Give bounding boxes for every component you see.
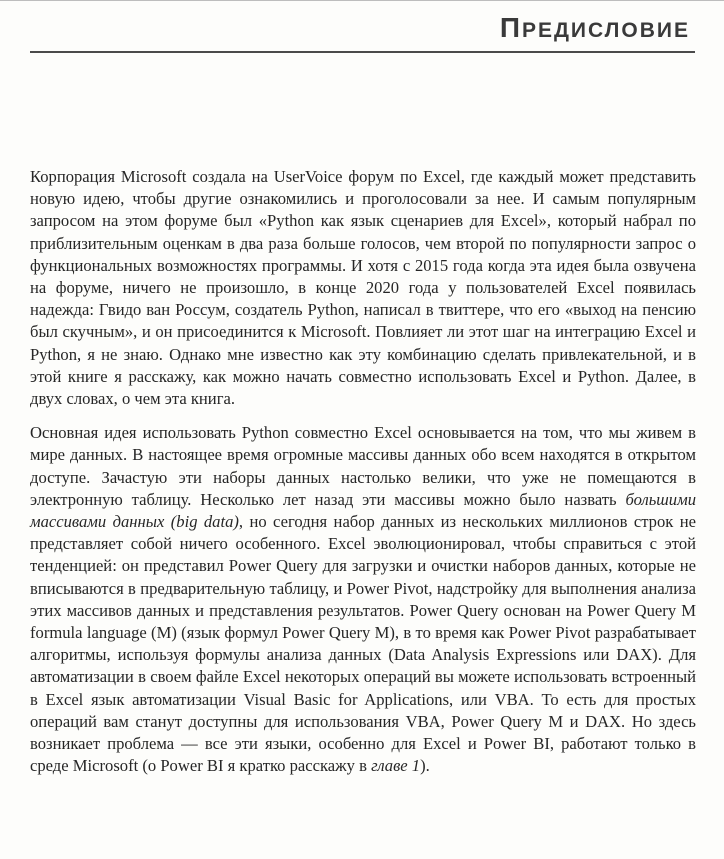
paragraph-2-text-a: Основная идея использовать Python совместно Excel основывается на том, что мы живем в мире данных. В настоящее время огромные массивы данных обо всем находятся в открытом доступе. Зачастую эти наборы данных настолько велики, что уже не помещаются в электронную таблицу. Несколько лет назад эти массивы можно было назвать	[30, 423, 696, 509]
preface-body	[30, 166, 696, 789]
chapter-title	[500, 13, 690, 46]
paragraph-2-text-c: ).	[420, 756, 430, 776]
title-underline-divider	[30, 51, 695, 53]
term-big-data: большими массивами данных (big data)	[30, 489, 696, 532]
chapter-title-rest: РЕДИСЛОВИЕ	[521, 19, 690, 42]
page-top-edge	[0, 0, 724, 1]
chapter-reference: главе 1	[371, 756, 421, 776]
paragraph-1-text: Корпорация Microsoft создала на UserVoice форум по Excel, где каждый может представить новую идею, чтобы другие ознакомились и проголосовали за нее. И самым популярным запросом на этом форуме был «Python как язык сценариев для Excel», который набрал по приблизительным оценкам в два раза больше голосов, чем второй по популярности запрос о функциональных возможностях программы. И хотя с 2015 года когда эта идея была озвучена на форуме, ничего не произошло, в конце 2020 года у пользователей Excel появилась надежда: Гвидо ван Россум, создатель Python, написал в твиттере, что его «выход на пенсию был скучным», и он присоединится к Microsoft. Повлияет ли этот шаг на интеграцию Excel и Python, я не знаю. Однако мне известно как эту комбинацию сделать привлекательной, и в этой книге я расскажу, как можно начать совместно использовать Excel и Python. Далее, в двух словах, о чем эта книга.	[30, 167, 696, 409]
chapter-title-initial: П	[499, 12, 522, 43]
paragraph-1	[30, 166, 696, 410]
paragraph-2	[30, 422, 696, 777]
paragraph-2-text-b: , но сегодня набор данных из нескольких миллионов строк не представляет собой ничего особенного. Excel эволюционировал, чтобы справиться с этой тенденцией: он представил Power Query для загрузки и очистки наборов данных, которые не вписываются в предварительную таблицу, и Power Pivot, надстройку для выполнения анализа этих массивов данных и представления результатов. Power Query основан на Power Query M formula language (M) (язык формул Power Query M), в то время как Power Pivot разрабатывает алгоритмы, используя формулы анализа данных (Data Analysis Expressions или DAX). Для автоматизации в своем файле Excel некоторых операций вы можете использовать встроенный в Excel язык автоматизации Visual Basic for Applications, или VBA. То есть для простых операций вам станут доступны для использования VBA, Power Query M и DAX. Но здесь возникает проблема — все эти языки, особенно для Excel и Power BI, работают только в среде Microsoft (о Power BI я кратко расскажу в	[30, 512, 696, 776]
